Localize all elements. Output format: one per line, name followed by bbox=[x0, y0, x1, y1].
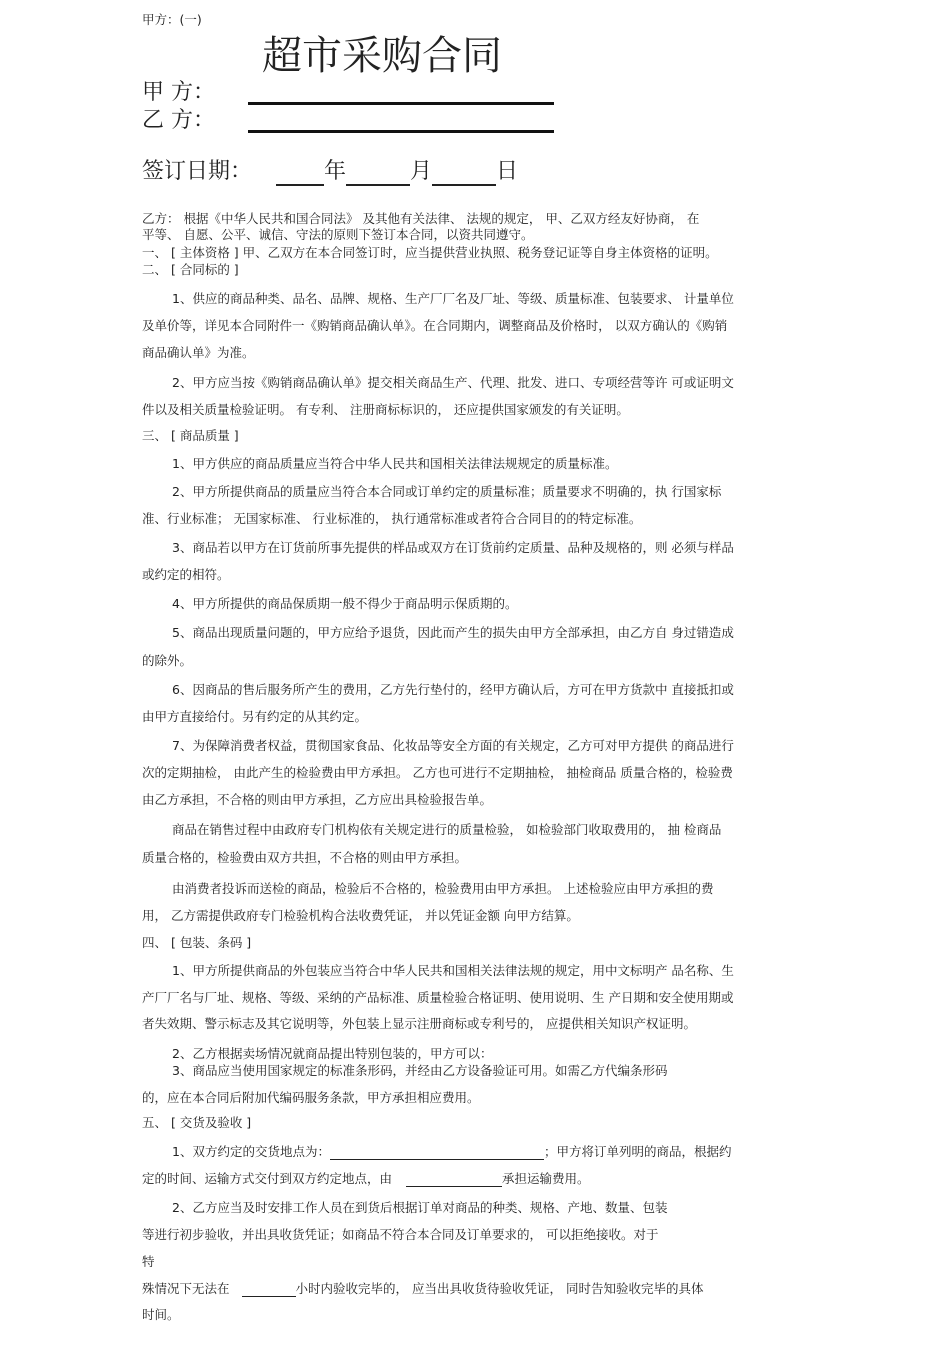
s3-p1: 1、甲方供应的商品质量应当符合中华人民共和国相关法律法规规定的质量标准。 bbox=[172, 456, 618, 471]
party-b-blank bbox=[248, 130, 554, 133]
s5-p3-line1 bbox=[142, 1281, 703, 1297]
s4-p3-line1: 3、商品应当使用国家规定的标准条形码，并经由乙方设备验证可用。如需乙方代编条形码 bbox=[172, 1063, 668, 1078]
s5-p1-text-c: 定的时间、运输方式交付到双方约定地点，由 bbox=[142, 1171, 393, 1186]
s3-p9-line2: 用， 乙方需提供政府专门检验机构合法收费凭证， 并以凭证金额 向甲方结算。 bbox=[142, 908, 579, 923]
s3-p6-line1: 6、因商品的售后服务所产生的费用，乙方先行垫付的，经甲方确认后，方可在甲方货款中 直接抵扣或 bbox=[172, 682, 734, 697]
s4-p2: 2、乙方根据卖场情况就商品提出特别包装的，甲方可以： bbox=[172, 1046, 493, 1061]
s3-p7-line3: 由乙方承担，不合格的则由甲方承担，乙方应出具检验报告单。 bbox=[142, 792, 493, 807]
delivery-location-blank bbox=[330, 1145, 544, 1160]
header-note: 甲方：(一) bbox=[142, 12, 202, 27]
s3-p8-line2: 质量合格的，检验费由双方共担，不合格的则由甲方承担。 bbox=[142, 850, 468, 865]
s5-p2-line2: 等进行初步验收，并出具收货凭证；如商品不符合本合同及订单要求的， 可以拒绝接收。对于 bbox=[142, 1227, 659, 1242]
s5-p1-text-d: 承担运输费用。 bbox=[502, 1171, 590, 1186]
party-a-label: 甲 方： bbox=[142, 80, 215, 105]
s3-p7-line2: 次的定期抽检， 由此产生的检验费由甲方承担。 乙方也可进行不定期抽检， 抽检商品 质量合格的，检验费 bbox=[142, 765, 733, 780]
year-blank bbox=[276, 164, 324, 186]
section-1: 一、 [ 主体资格 ] 甲、乙双方在本合同签订时，应当提供营业执照、税务登记证等自身主体资格的证明。 bbox=[142, 245, 718, 260]
s5-p2-line1: 2、乙方应当及时安排工作人员在到货后根据订单对商品的种类、规格、产地、数量、包装 bbox=[172, 1200, 668, 1215]
s5-p3-text-b: 小时内验收完毕的， 应当出具收货待验收凭证， 同时告知验收完毕的具体 bbox=[295, 1281, 704, 1296]
section-3-heading: 三、 [ 商品质量 ] bbox=[142, 428, 239, 443]
year-label: 年 bbox=[324, 159, 347, 184]
s5-p3-text-a: 殊情况下无法在 bbox=[142, 1281, 230, 1296]
section-2-heading: 二、 [ 合同标的 ] bbox=[142, 262, 239, 277]
s5-p1-text-b: ；甲方将订单列明的商品，根据约 bbox=[543, 1144, 732, 1159]
s4-p1-line1: 1、甲方所提供商品的外包装应当符合中华人民共和国相关法律法规的规定，用中文标明产 品名称、生 bbox=[172, 963, 734, 978]
month-blank bbox=[346, 164, 410, 186]
sign-date bbox=[142, 158, 518, 186]
s2-p1-line3: 商品确认单》为准。 bbox=[142, 345, 255, 360]
day-label: 日 bbox=[496, 159, 519, 184]
s3-p2-line1: 2、甲方所提供商品的质量应当符合本合同或订单约定的质量标准；质量要求不明确的，执 行国家标 bbox=[172, 484, 722, 499]
section-5-heading: 五、 [ 交货及验收 ] bbox=[142, 1115, 252, 1130]
day-blank bbox=[432, 164, 496, 186]
hours-blank bbox=[242, 1282, 296, 1297]
document-title: 超市采购合同 bbox=[262, 33, 502, 79]
intro-line-2: 平等、 自愿、公平、诚信、守法的原则下签订本合同，以资共同遵守。 bbox=[142, 227, 534, 242]
s3-p3-line2: 或约定的相符。 bbox=[142, 567, 230, 582]
party-a-blank bbox=[248, 102, 554, 105]
transport-cost-bearer-blank bbox=[406, 1172, 502, 1187]
s3-p6-line2: 由甲方直接给付。另有约定的从其约定。 bbox=[142, 709, 368, 724]
party-b-label: 乙 方： bbox=[142, 108, 215, 133]
s2-p2-line2: 件以及相关质量检验证明。 有专利、 注册商标标识的， 还应提供国家颁发的有关证明。 bbox=[142, 402, 629, 417]
intro-line-1: 乙方： 根据《中华人民共和国合同法》 及其他有关法律、 法规的规定， 甲、乙双方经友好协商， 在 bbox=[142, 211, 700, 226]
sign-date-label: 签订日期： bbox=[142, 159, 253, 184]
s3-p4: 4、甲方所提供的商品保质期一般不得少于商品明示保质期的。 bbox=[172, 596, 518, 611]
s5-p1-text-a: 1、双方约定的交货地点为： bbox=[172, 1144, 330, 1159]
section-4-heading: 四、 [ 包装、条码 ] bbox=[142, 935, 252, 950]
s2-p1-line1: 1、供应的商品种类、品名、品牌、规格、生产厂厂名及厂址、等级、质量标准、包装要求、 计量单位 bbox=[172, 291, 734, 306]
s3-p7-line1: 7、为保障消费者权益，贯彻国家食品、化妆品等安全方面的有关规定，乙方可对甲方提供 的商品进行 bbox=[172, 738, 734, 753]
s3-p5-line1: 5、商品出现质量问题的，甲方应给予退货，因此而产生的损失由甲方全部承担，由乙方自 身过错造成 bbox=[172, 625, 734, 640]
s4-p1-line2: 产厂厂名与厂址、规格、等级、采纳的产品标准、质量检验合格证明、使用说明、生 产日期和安全使用期或 bbox=[142, 990, 734, 1005]
s5-p1-line2 bbox=[142, 1171, 590, 1187]
s3-p8-line1: 商品在销售过程中由政府专门机构依有关规定进行的质量检验， 如检验部门收取费用的， 抽 检商品 bbox=[172, 822, 722, 837]
s5-p1-line1 bbox=[172, 1144, 731, 1160]
s2-p2-line1: 2、甲方应当按《购销商品确认单》提交相关商品生产、代理、批发、进口、专项经营等许 可或证明文 bbox=[172, 375, 734, 390]
s5-p2-line3: 特 bbox=[142, 1254, 155, 1269]
s3-p5-line2: 的除外。 bbox=[142, 653, 193, 668]
month-label: 月 bbox=[410, 159, 433, 184]
s4-p1-line3: 者失效期、警示标志及其它说明等，外包装上显示注册商标或专利号的， 应提供相关知识产权证明。 bbox=[142, 1016, 696, 1031]
s4-p3-line2: 的，应在本合同后附加代编码服务条款，甲方承担相应费用。 bbox=[142, 1090, 480, 1105]
s3-p3-line1: 3、商品若以甲方在订货前所事先提供的样品或双方在订货前约定质量、品种及规格的，则 必须与样品 bbox=[172, 540, 734, 555]
s2-p1-line2: 及单价等，详见本合同附件一《购销商品确认单》。在合同期内，调整商品及价格时， 以双方确认的《购销 bbox=[142, 318, 728, 333]
s3-p2-line2: 准、行业标准； 无国家标准、 行业标准的， 执行通常标准或者符合合同目的的特定标准。 bbox=[142, 511, 642, 526]
s3-p9-line1: 由消费者投诉而送检的商品，检验后不合格的，检验费用由甲方承担。 上述检验应由甲方承担的费 bbox=[172, 881, 714, 896]
s5-p3-line2: 时间。 bbox=[142, 1307, 180, 1322]
